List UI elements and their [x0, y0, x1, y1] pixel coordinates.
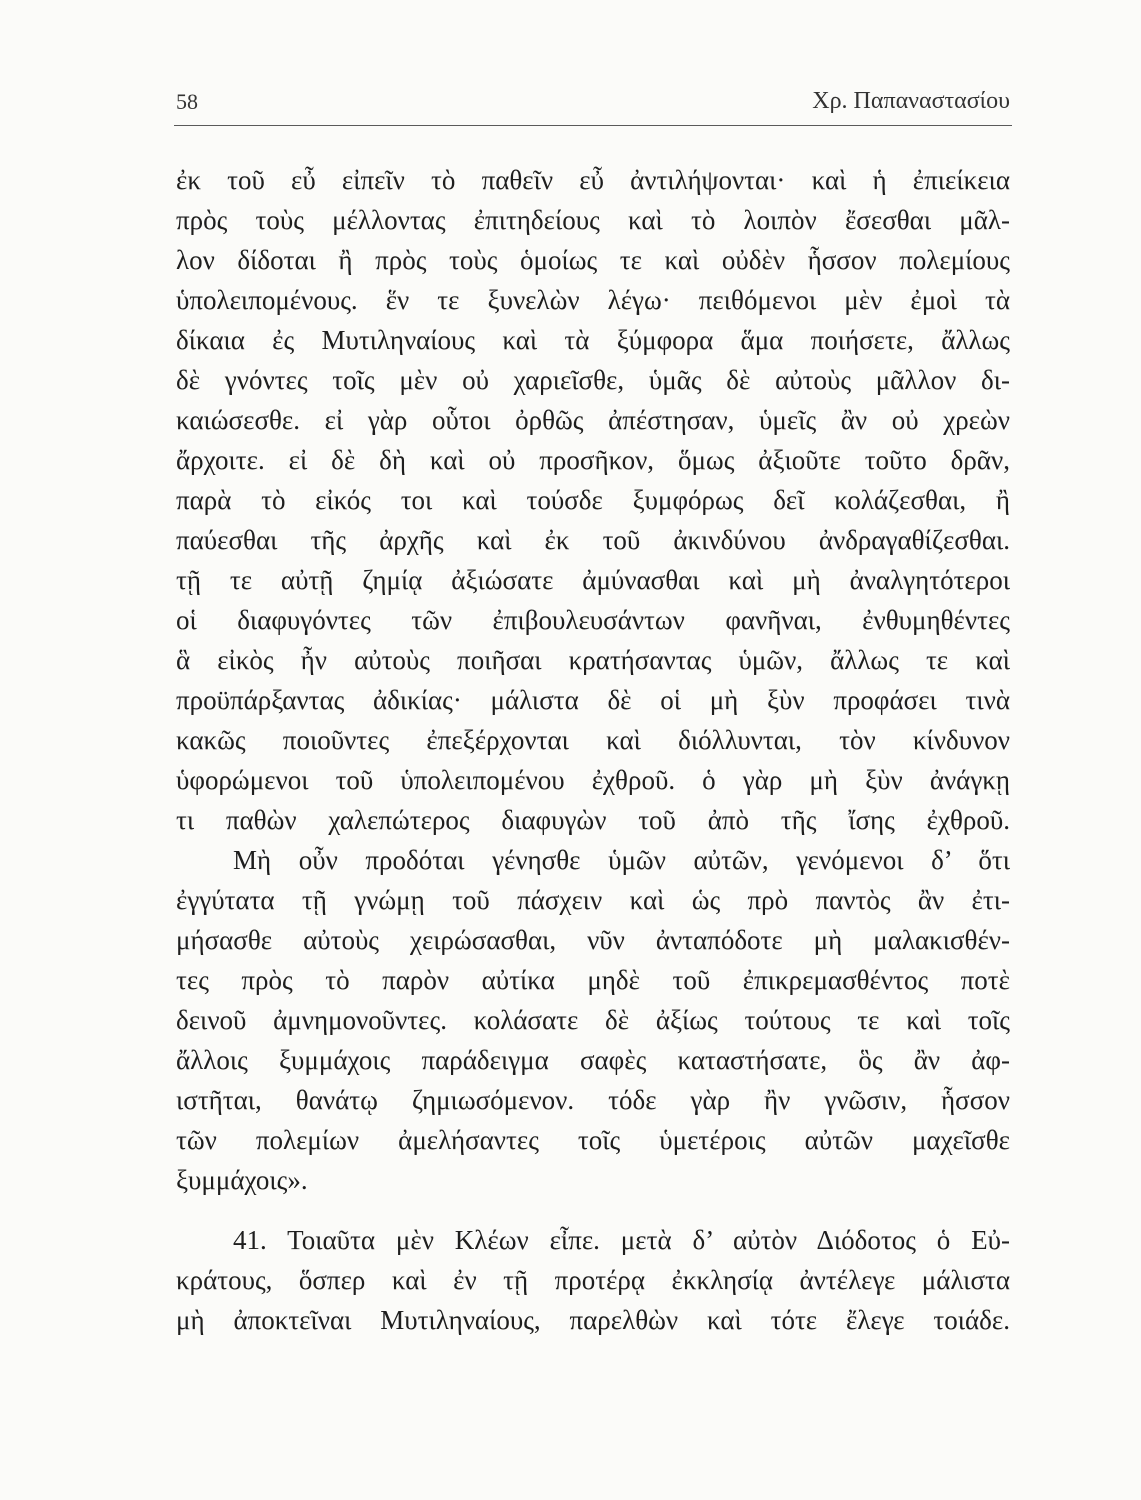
text-line: τες πρὸς τὸ παρὸν αὐτίκα μηδὲ τοῦ ἐπικρεμασθέντος ποτὲ	[176, 965, 1010, 995]
body-text	[176, 160, 1010, 1340]
text-line: ὑφορώμενοι τοῦ ὑπολειπομένου ἐχθροῦ. ὁ γὰρ μὴ ξὺν ἀνάγκῃ	[176, 765, 1010, 795]
text-line: τῇ τε αὐτῇ ζημίᾳ ἀξιώσατε ἀμύνασθαι καὶ μὴ ἀναλγητότεροι	[176, 565, 1010, 595]
text-line: μήσασθε αὐτοὺς χειρώσασθαι, νῦν ἀνταπόδοτε μὴ μαλακισθέν-	[176, 925, 1010, 955]
text-line: πρὸς τοὺς μέλλοντας ἐπιτηδείους καὶ τὸ λοιπὸν ἔσεσθαι μᾶλ-	[176, 205, 1010, 235]
running-head: Χρ. Παπαναστασίου	[812, 88, 1010, 114]
text-line: καιώσεσθε. εἰ γὰρ οὗτοι ὀρθῶς ἀπέστησαν, ὑμεῖς ἂν οὐ χρεὼν	[176, 405, 1010, 435]
text-line: οἱ διαφυγόντες τῶν ἐπιβουλευσάντων φανῆναι, ἐνθυμηθέντες	[176, 605, 1010, 635]
text-line: δίκαια ἐς Μυτιληναίους καὶ τὰ ξύμφορα ἅμα ποιήσετε, ἄλλως	[176, 325, 1010, 355]
text-line: ἄρχοιτε. εἰ δὲ δὴ καὶ οὐ προσῆκον, ὅμως ἀξιοῦτε τοῦτο δρᾶν,	[176, 445, 1010, 475]
text-line: ιστῆται, θανάτῳ ζημιωσόμενον. τόδε γὰρ ἢν γνῶσιν, ἧσσον	[176, 1085, 1010, 1115]
text-line: παύεσθαι τῆς ἀρχῆς καὶ ἐκ τοῦ ἀκινδύνου ἀνδραγαθίζεσθαι.	[176, 525, 1010, 555]
text-line: δὲ γνόντες τοῖς μὲν οὐ χαριεῖσθε, ὑμᾶς δὲ αὐτοὺς μᾶλλον δι-	[176, 365, 1010, 395]
text-line: δεινοῦ ἀμνημονοῦντες. κολάσατε δὲ ἀξίως τούτους τε καὶ τοῖς	[176, 1005, 1010, 1035]
text-line: ξυμμάχοις».	[176, 1165, 308, 1195]
text-line: ἃ εἰκὸς ἦν αὐτοὺς ποιῆσαι κρατήσαντας ὑμῶν, ἄλλως τε καὶ	[176, 645, 1010, 675]
text-line: κακῶς ποιοῦντες ἐπεξέρχονται καὶ διόλλυνται, τὸν κίνδυνον	[176, 725, 1010, 755]
text-line: κράτους, ὅσπερ καὶ ἐν τῇ προτέρᾳ ἐκκλησίᾳ ἀντέλεγε μάλιστα	[176, 1265, 1010, 1295]
text-line: τι παθὼν χαλεπώτερος διαφυγὼν τοῦ ἀπὸ τῆς ἴσης ἐχθροῦ.	[176, 805, 1010, 835]
text-line: τῶν πολεμίων ἀμελήσαντες τοῖς ὑμετέροις αὐτῶν μαχεῖσθε	[176, 1125, 1010, 1155]
text-line: ἐκ τοῦ εὖ εἰπεῖν τὸ παθεῖν εὖ ἀντιλήψονται· καὶ ἡ ἐπιείκεια	[176, 165, 1010, 195]
text-line: Μὴ οὖν προδόται γένησθε ὑμῶν αὐτῶν, γενόμενοι δ’ ὅτι	[233, 845, 1010, 875]
text-line: ἄλλοις ξυμμάχοις παράδειγμα σαφὲς καταστήσατε, ὃς ἂν ἀφ-	[176, 1045, 1010, 1075]
text-line: προϋπάρξαντας ἀδικίας· μάλιστα δὲ οἱ μὴ ξὺν προφάσει τινὰ	[176, 685, 1010, 715]
text-line: λον δίδοται ἢ πρὸς τοὺς ὁμοίως τε καὶ οὐδὲν ἧσσον πολεμίους	[176, 245, 1010, 275]
paragraph-2	[176, 840, 1010, 1200]
header-rule	[174, 125, 1012, 126]
text-line: παρὰ τὸ εἰκός τοι καὶ τούσδε ξυμφόρως δεῖ κολάζεσθαι, ἢ	[176, 485, 1010, 515]
text-line: ἐγγύτατα τῇ γνώμῃ τοῦ πάσχειν καὶ ὡς πρὸ παντὸς ἂν ἐτι-	[176, 885, 1010, 915]
paragraph-3	[176, 1220, 1010, 1340]
page-number: 58	[176, 89, 198, 114]
paragraph-1	[176, 160, 1010, 840]
text-line: μὴ ἀποκτεῖναι Μυτιληναίους, παρελθὼν καὶ τότε ἔλεγε τοιάδε.	[176, 1305, 1010, 1335]
text-line: ὑπολειπομένους. ἕν τε ξυνελὼν λέγω· πειθόμενοι μὲν ἐμοὶ τὰ	[176, 285, 1010, 315]
text-line: 41. Τοιαῦτα μὲν Κλέων εἶπε. μετὰ δ’ αὐτὸν Διόδοτος ὁ Εὐ-	[233, 1225, 1010, 1255]
